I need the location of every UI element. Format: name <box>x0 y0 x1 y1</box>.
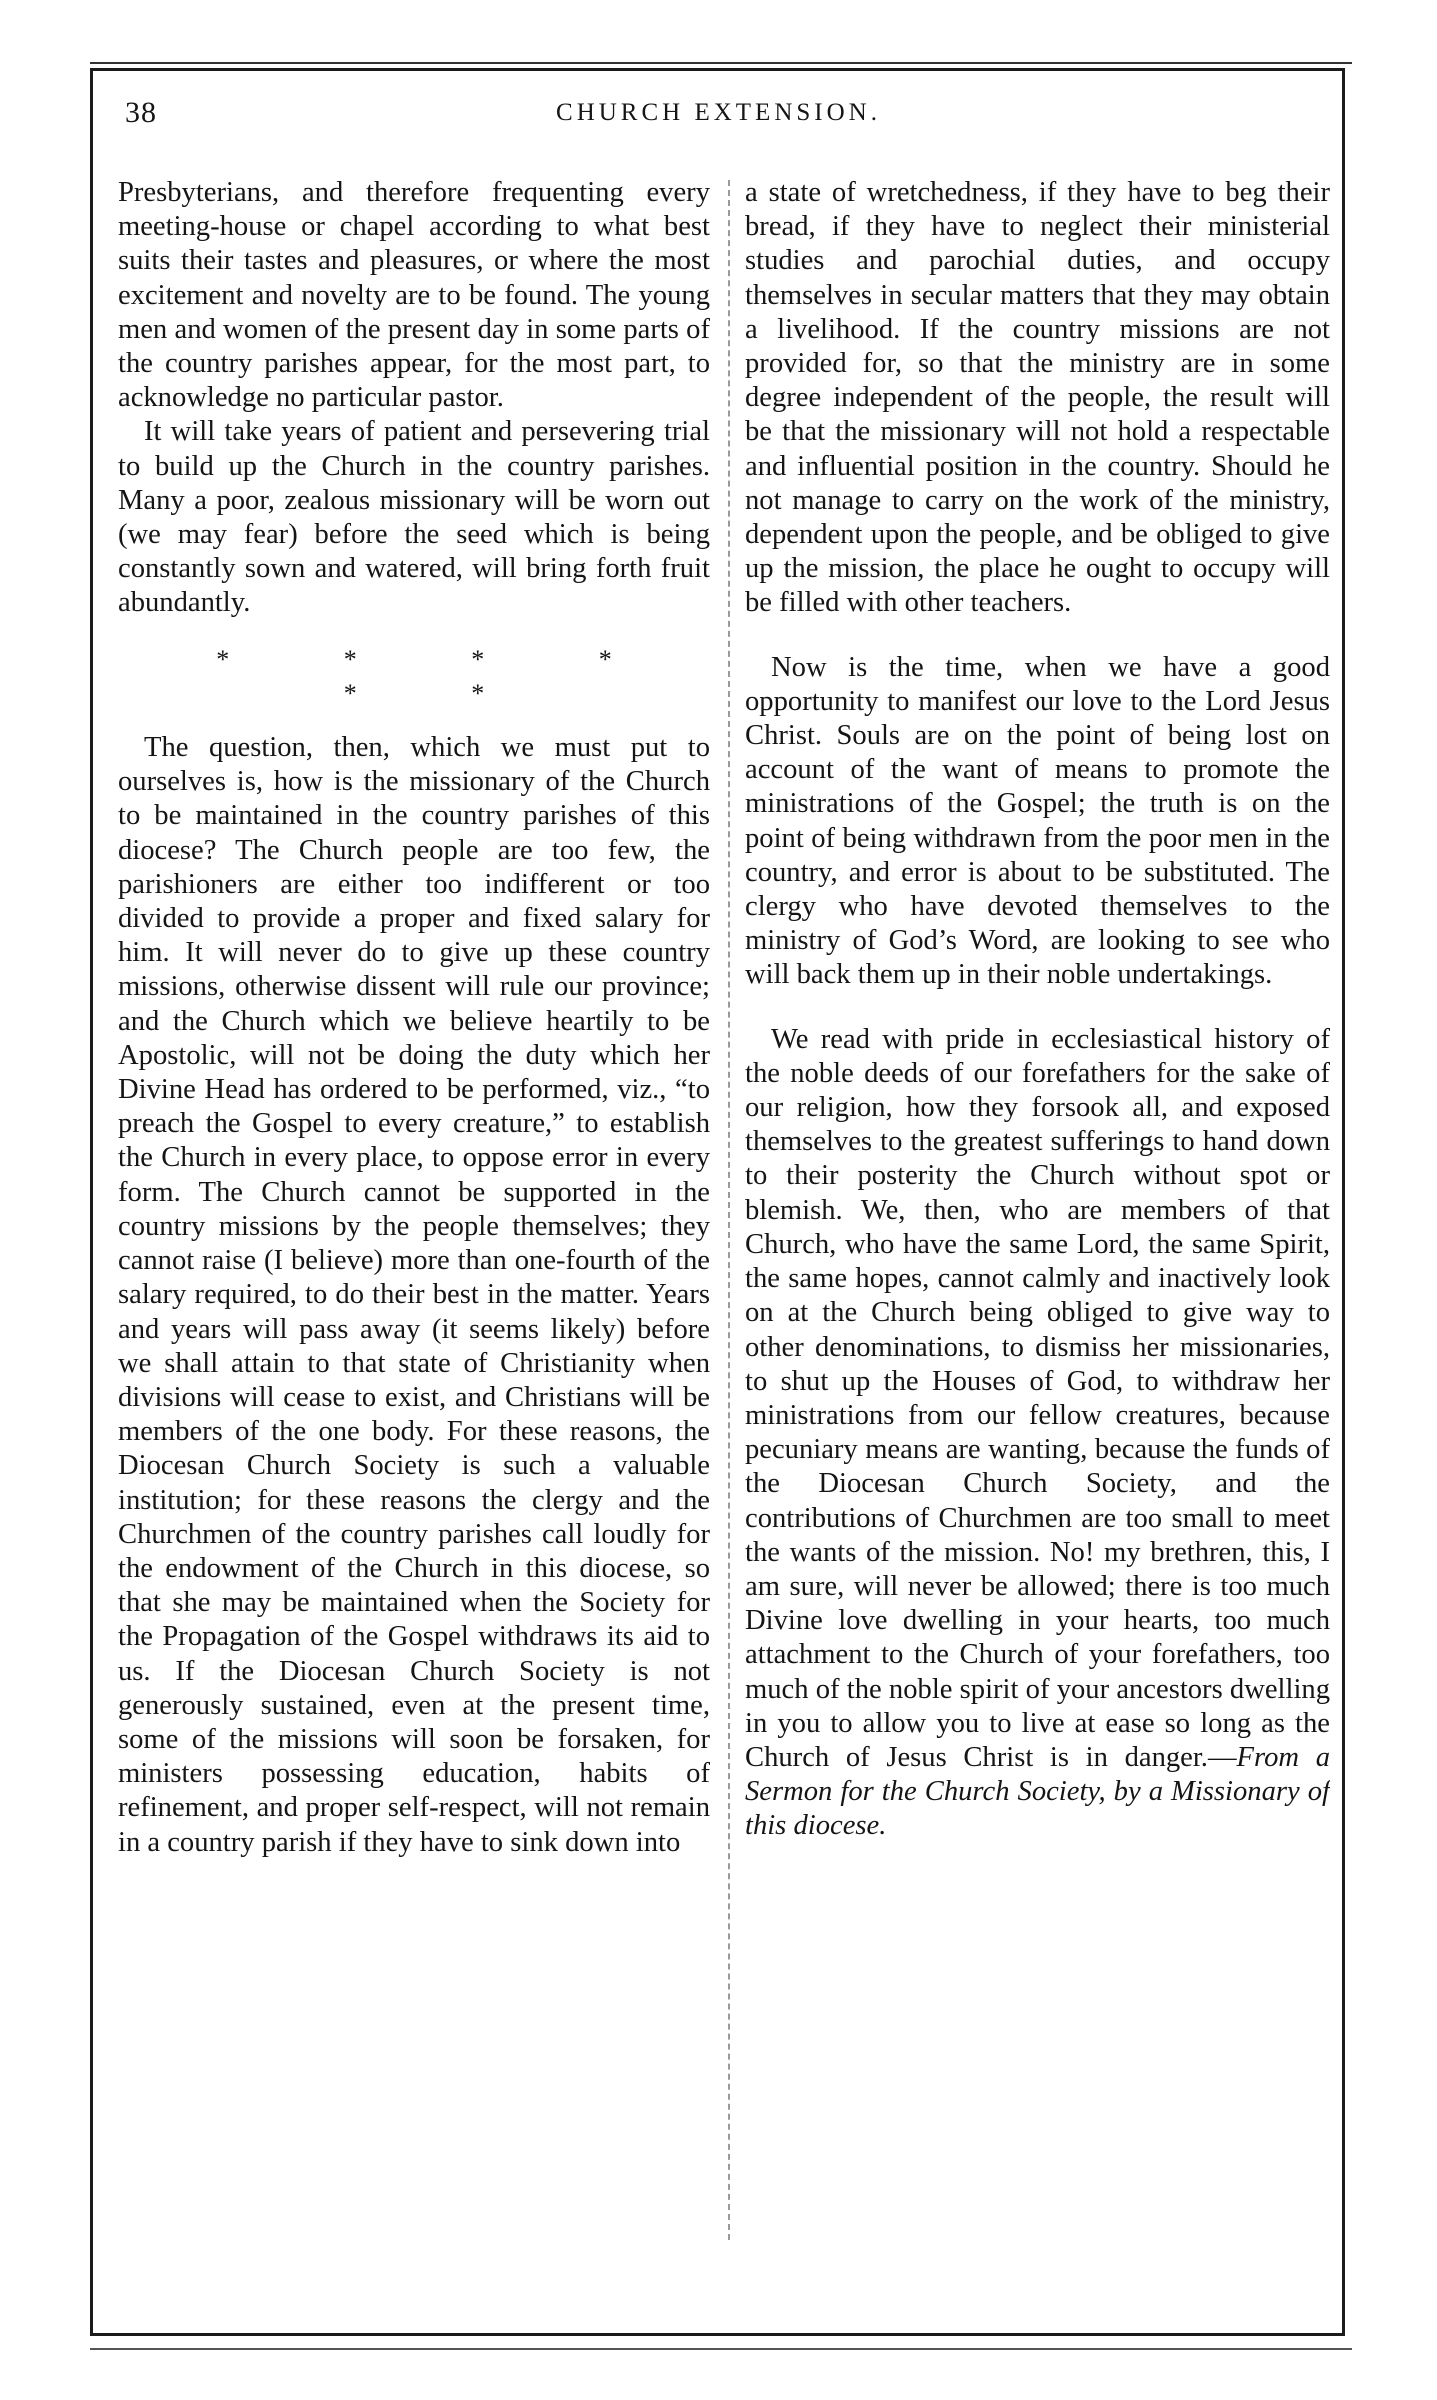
top-rule <box>90 62 1352 64</box>
right-paragraph-3 <box>745 1023 1330 1844</box>
column-divider <box>728 180 730 2240</box>
left-paragraph-1: Presbyterians, and therefore frequenting every meeting-house or chapel according to what best suits their tastes and pleasures, or where the most excitement and novelty are to be found. The young men and women of the present day in some parts of the country parishes appear, for the most part, to acknowledge no particular pastor. <box>118 177 710 414</box>
left-paragraph-3: The question, then, which we must put to ourselves is, how is the missionary of the Church to be maintained in the country parishes of this diocese? The Church people are too few, the parishioners are either too indifferent or too divided to provide a proper and fixed salary for him. It will never do to give up these country missions, otherwise dissent will rule our province; and the Church which we believe heartily to be Apostolic, will not be doing the duty which her Divine Head has ordered to be performed, viz., “to preach the Gospel to every creature,” to establish the Church in every place, to oppose error in every form. The Church cannot be supported in the country missions by the people themselves; they cannot raise (I believe) more than one-fourth of the salary required, to do their best in the matter. Years and years will pass away (it seems likely) before we shall attain to that state of Christianity when divisions will cease to exist, and Christians will be members of the one body. For these reasons, the Diocesan Church Society is such a valuable institution; for these reasons the clergy and the Churchmen of the country parishes call loudly for the endowment of the Church in this diocese, so that she may be maintained when the Society for the Propagation of the Gospel withdraws its aid to us. If the Diocesan Church Society is not generously sustained, even at the present time, some of the missions will soon be forsaken, for ministers possessing education, habits of refinement, and proper self-respect, will not remain in a country parish if they have to sink down into <box>118 732 710 1858</box>
right-paragraph-1: a state of wretchedness, if they have to beg their bread, if they have to neglect their ministerial studies and parochial duties, and occupy themselves in secular matters that they may obtain a livelihood. If the country missions are not provided for, so that the ministry are in some degree independent of the people, the result will be that the missionary will not hold a respectable and influential position in the country. Should he not manage to carry on the work of the ministry, dependent upon the people, and be obliged to give up the mission, the place he ought to occupy will be filled with other teachers. <box>745 177 1330 619</box>
page-number: 38 <box>125 96 157 129</box>
left-paragraph-2: It will take years of patient and persevering trial to build up the Church in the country parishes. Many a poor, zealous missionary will be worn out (we may fear) before the seed which is being constantly sown and watered, will bring forth fruit abundantly. <box>118 416 710 619</box>
left-column <box>118 176 710 2271</box>
running-title: CHURCH EXTENSION. <box>556 99 881 126</box>
right-paragraph-3-text: We read with pride in ecclesiastical history of the noble deeds of our forefathers for the sake of our religion, how they forsook all, and exposed themselves to the greatest sufferings to hand down to their posterity the Church without spot or blemish. We, then, who are members of that Church, who have the same Lord, the same Spirit, the same hopes, cannot calmly and inactively look on at the Church being obliged to give way to other denominations, to dismiss her missionaries, to shut up the Houses of God, to withdraw her ministrations from our fellow creatures, because pecuniary means are wanting, because the funds of the Diocesan Church Society, and the contributions of Churchmen are too small to meet the wants of the mission. No! my brethren, this, I am sure, will never be allowed; there is too much Divine love dwelling in your hearts, too much attachment to the Church of your forefathers, too much of the noble spirit of your ancestors dwelling in you to allow you to live at ease so long as the Church of Jesus Christ is in danger.— <box>745 1023 1330 1773</box>
right-paragraph-2: Now is the time, when we have a good opportunity to manifest our love to the Lord Jesus Christ. Souls are on the point of being lost on account of the want of means to promote the ministrations of the Gospel; the truth is on the point of being withdrawn from the poor men in the country, and error is about to be substituted. The clergy who have devoted themselves to the ministry of God’s Word, are looking to see who will back them up in their noble undertakings. <box>745 651 1330 991</box>
right-column <box>745 176 1330 2271</box>
source-attribution: From a Sermon for the Church Society, by a Missionary of this diocese. <box>745 1741 1330 1842</box>
bottom-rule <box>90 2348 1352 2350</box>
section-separator: * * * * * * <box>216 644 666 708</box>
